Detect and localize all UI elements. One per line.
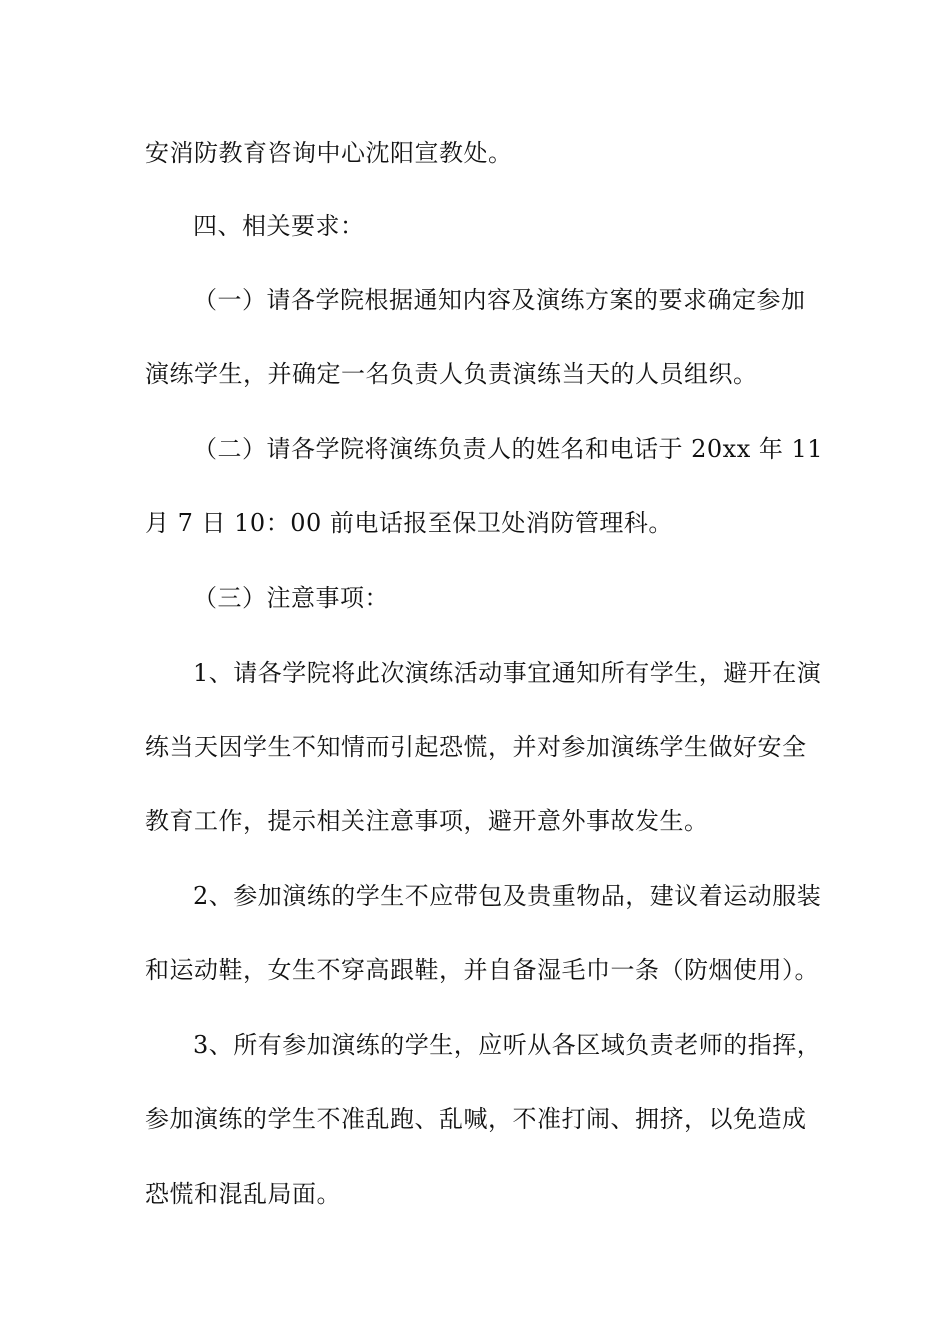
text-line: 2、参加演练的学生不应带包及贵重物品，建议着运动服装 [193,882,822,910]
text-line: 演练学生，并确定一名负责人负责演练当天的人员组织。 [145,360,758,388]
text-line: 和运动鞋，女生不穿高跟鞋，并自备湿毛巾一条（防烟使用）。 [145,956,819,984]
text-line: 3、所有参加演练的学生，应听从各区域负责老师的指挥， [193,1031,822,1059]
text-line: 恐慌和混乱局面。 [145,1180,341,1208]
text-line: 1、请各学院将此次演练活动事宜通知所有学生，避开在演 [193,659,822,687]
text-line: （二）请各学院将演练负责人的姓名和电话于 20xx 年 11 [193,435,824,463]
text-line: （一）请各学院根据通知内容及演练方案的要求确定参加 [193,286,806,314]
text-line: 月 7 日 10：00 前电话报至保卫处消防管理科。 [145,509,673,537]
section-heading: 四、相关要求： [193,212,365,240]
subsection-heading: （三）注意事项： [193,584,389,612]
text-line: 安消防教育咨询中心沈阳宣教处。 [145,139,513,167]
text-line: 参加演练的学生不准乱跑、乱喊，不准打闹、拥挤，以免造成 [145,1105,807,1133]
text-line: 教育工作，提示相关注意事项，避开意外事故发生。 [145,807,709,835]
text-line: 练当天因学生不知情而引起恐慌，并对参加演练学生做好安全 [145,733,807,761]
